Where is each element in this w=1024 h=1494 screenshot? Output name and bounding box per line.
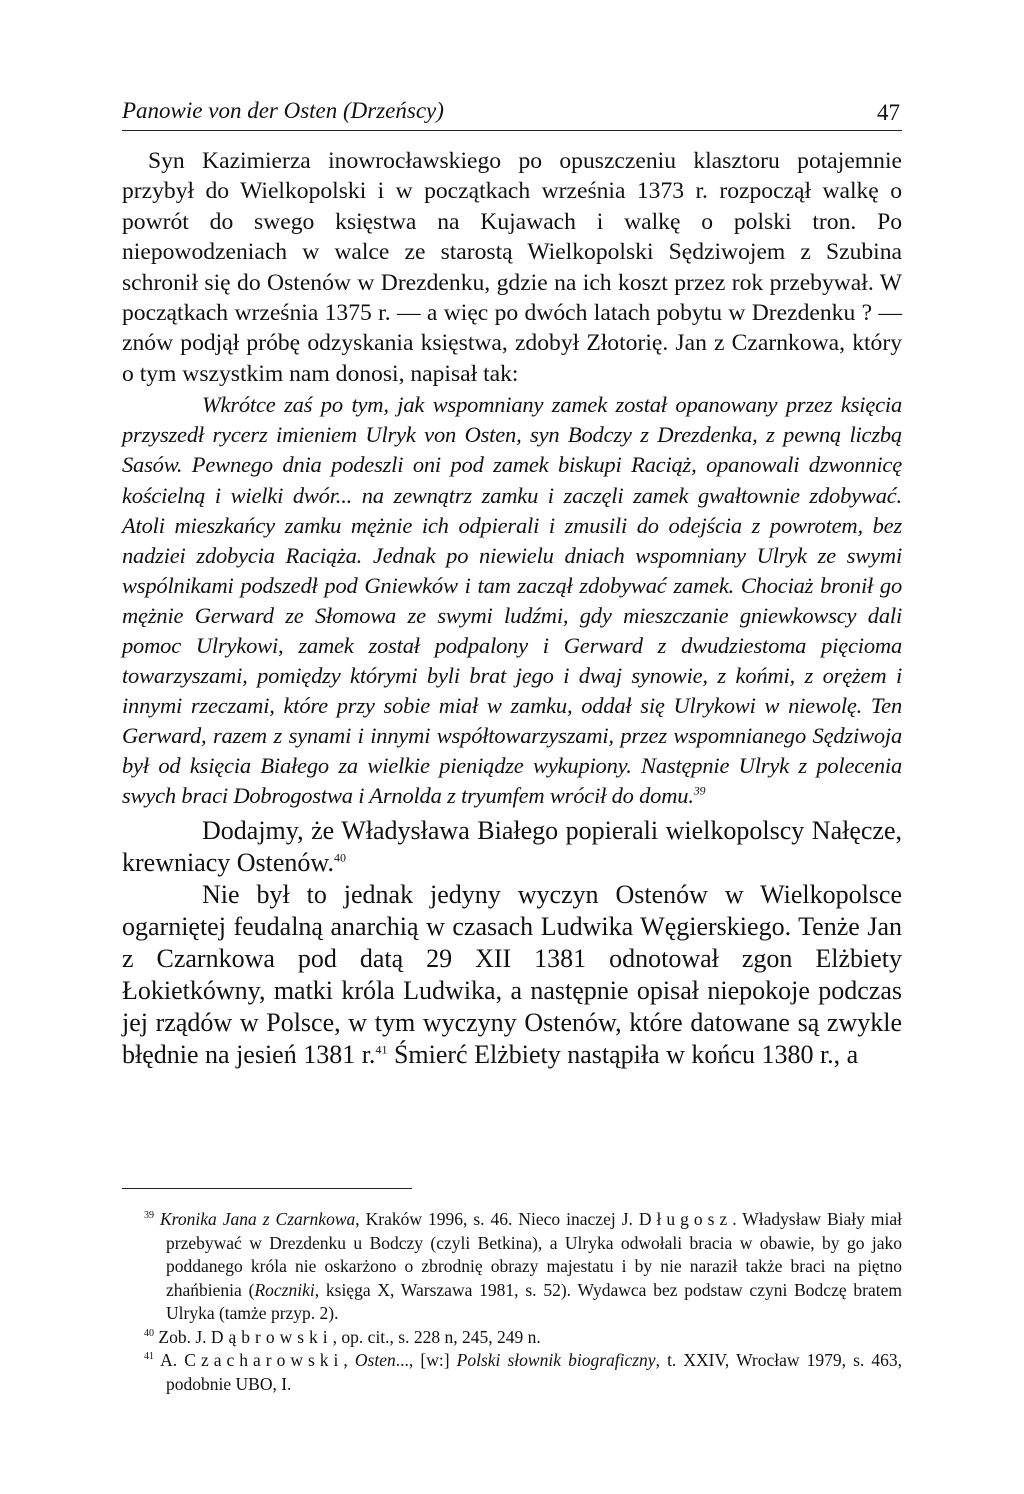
footnote-author: Długosz	[638, 1209, 733, 1229]
paragraph-2	[122, 815, 902, 879]
page-header	[122, 96, 902, 131]
quotation-text: Wkrótce zaś po tym, jak wspomniany zamek został opanowany przez księcia przyszedł rycerz imieniem Ulryk von Osten, syn Bodczy z Drezdenka, z pewną liczbą Sasów. Pewnego dnia podeszli oni pod zamek biskupi Raciąż, opanowali dzwonnicę kościelną i wielki dwór... na zewnątrz zamku i zaczęli zamek gwałtownie zdobywać. Atoli mieszkańcy zamku mężnie ich odpierali i zmusili do odejścia z powrotem, bez nadziei zdobycia Raciąża. Jednak po niewielu dniach wspomniany Ulryk ze swymi wspólnikami podszedł pod Gniewków i tam zaczął zdobywać zamek. Chociaż bronił go mężnie Gerward ze Słomowa ze swymi ludźmi, gdy mieszczanie gniewkowscy dali pomoc Ulrykowi, zamek został podpalony i Gerward z dwudziestoma pięcioma towarzyszami, pomiędzy którymi byli brat jego i dwaj synowie, z końmi, z orężem i innymi rzeczami, które przy sobie miał w zamku, oddał się Ulrykowi w niewolę. Ten Gerward, razem z synami i innymi współtowarzyszami, przez wspomnianego Sędziwoja był od księcia Białego za wielkie pieniądze wykupiony. Następnie Ulryk z polecenia swych braci Dobrogostwa i Arnolda z tryumfem wrócił do domu.	[122, 392, 902, 809]
footnote-text: , op. cit., s. 228 n, 245, 249 n.	[332, 1326, 541, 1347]
main-text	[122, 146, 902, 1071]
paragraph-1: Syn Kazimierza inowrocławskiego po opuszczeniu klasztoru potajemnie przybył do Wielkopolski i w początkach września 1373 r. rozpoczął walkę o powrót do swego księstwa na Kujawach i walkę o polski tron. Po niepowodzeniach w walce ze starostą Wielkopolski Sędziwojem z Szubina schronił się do Ostenów w Drezdenku, gdzie na ich koszt przez rok przebywał. W początkach września 1375 r. — a więc po dwóch latach pobytu w Drezdenku ? — znów podjął próbę odzyskania księstwa, zdobył Złotorię. Jan z Czarnkowa, który o tym wszystkim nam donosi, napisał tak:	[122, 148, 902, 387]
footnote-ref-39[interactable]: 39	[693, 783, 706, 798]
footnote-author: Czacharowski	[184, 1350, 344, 1370]
footnote-divider	[122, 1188, 412, 1189]
footnote-title: Kronika Jana z Czarnkowa	[160, 1209, 356, 1229]
footnote-40	[122, 1326, 902, 1350]
paragraph-3-tail: Śmierć Elżbiety nastąpiła w końcu 1380 r., a	[387, 1039, 859, 1069]
footnote-text: A.	[160, 1350, 185, 1370]
footnote-ref-41[interactable]: 41	[375, 1041, 388, 1056]
footnote-text: Zob. J.	[158, 1326, 211, 1347]
quotation	[122, 390, 902, 811]
paragraph-2-text: Dodajmy, że Władysława Białego popierali wielkopolscy Nałęcze, krewniacy Ostenów.	[122, 815, 902, 877]
paragraph-3	[122, 879, 902, 1071]
footnote-39	[122, 1208, 902, 1326]
footnote-text: , księga X, Warszawa 1981, s. 52). Wydawca bez podstaw czyni Bodczę bratem Ulryka (tamże przyp. 2).	[166, 1279, 903, 1323]
paragraph-3-text: Nie był to jednak jedyny wyczyn Ostenów w Wielkopolsce ogarniętej feudalną anarchią w czasach Ludwika Węgierskiego. Tenże Jan z Czarnkowa pod datą 29 XII 1381 odnotował zgon Elżbiety Łokietkówny, matki króla Ludwika, a następnie opisał niepokoje podczas jej rządów w Polsce, w tym wyczyny Ostenów, które datowane są zwykle błędnie na jesień 1381 r.	[122, 879, 902, 1069]
footnote-number: 41	[144, 1351, 154, 1363]
footnote-source: Roczniki	[254, 1279, 315, 1300]
footnote-title: Osten	[354, 1350, 396, 1370]
footnote-number: 39	[144, 1210, 154, 1222]
footnote-source: Polski słownik biograficzny	[456, 1350, 656, 1370]
page-number: 47	[877, 100, 900, 125]
footnote-author: Dąbrowski	[210, 1326, 333, 1347]
footnote-number: 40	[144, 1327, 154, 1339]
footnotes	[122, 1208, 902, 1396]
footnote-text: , Kraków 1996, s. 46. Nieco inaczej J.	[355, 1209, 639, 1229]
footnote-ref-40[interactable]: 40	[334, 849, 347, 864]
footnote-text: ..., [w:]	[395, 1350, 457, 1370]
footnote-41	[122, 1349, 902, 1396]
footnote-text: ,	[343, 1350, 355, 1370]
footnote-text: . Władysław Biały miał przebywać w Drezdenku u Bodczy (czyli Betkina), a Ulryka odwołali bracia w obawie, by go jako poddanego króla nie oskarżono o zbrodnię obrazy majestatu i by nie naraził także braci na piętno zhańbienia (	[166, 1209, 902, 1300]
running-head: Panowie von der Osten (Drzeńscy)	[122, 98, 444, 123]
footnote-text: , t. XXIV, Wrocław 1979, s. 463, podobnie UBO, I.	[166, 1350, 903, 1394]
